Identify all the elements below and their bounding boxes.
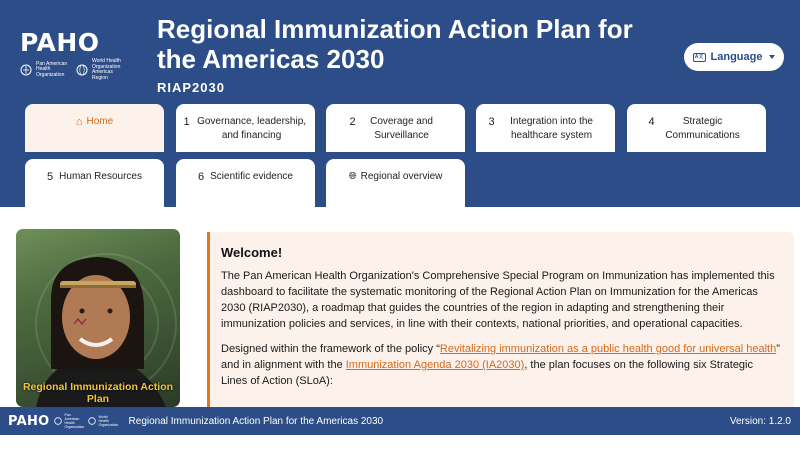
globe-icon: 🌐︎ [348,171,357,182]
tab-label: Scientific evidence [210,171,293,182]
footer-logo: PAHO [8,413,50,429]
tab-label: Regional overview [360,171,443,182]
logo-text: PAHO [20,28,100,57]
image-caption: Regional Immunization Action Plan [22,381,174,405]
tab-label: Human Resources [59,171,142,182]
welcome-intro: The Pan American Health Organization's Comprehensive Special Program on Immunization has implemented this dashboard to facilitate the systematic monitoring of the Regional Action Plan on Immunization for the Americas 2030 (RIAP2030), a roadmap that guides the countries of the region in adapting and strengthening their immunization policies and services, in line with their contexts, national priorities, and operational capacities. [221,270,775,330]
footer-org-name: Pan American Health Organization [64,413,85,429]
footer-title: Regional Immunization Action Plan for the Americas 2030 [128,415,384,427]
home-icon: ⌂ [75,116,83,128]
welcome-heading: Welcome! [221,245,283,260]
campaign-image [16,229,180,407]
tab-label: Integration into the healthcare system [510,116,593,141]
page-subtitle: RIAP2030 [157,80,225,95]
who-emblem-icon [76,64,88,76]
paho-emblem-icon [20,64,32,76]
language-label: Language [710,51,763,63]
tab-label: Home [86,116,114,127]
tab-integration[interactable] [476,104,615,152]
language-button[interactable] [684,43,784,71]
tab-regional-overview[interactable] [326,159,465,207]
tab-governance[interactable] [176,104,315,152]
logo-subtitle-paho: Pan American Health Organization [36,60,68,78]
chevron-down-icon [769,55,775,59]
tab-scientific-evidence[interactable] [176,159,315,207]
footer-who-name: World Health Organization [98,415,119,427]
version-label: Version: 1.2.0 [729,415,791,427]
page-title: Regional Immunization Action Plan for the Americas 2030 [157,14,633,74]
translate-icon: A文 [693,53,706,62]
tab-coverage[interactable] [326,104,465,152]
tab-number: 3 [488,116,495,128]
welcome-panel [207,232,794,412]
tab-number: 6 [198,171,205,183]
tab-label: Strategic Communications [665,116,740,141]
logo-subtitle-who: World Health Organization Americas Region [92,58,121,81]
tab-home[interactable] [25,104,164,152]
tab-label: Coverage and Surveillance [370,116,433,141]
header-bar [0,0,800,207]
welcome-framework: Designed within the framework of the policy “Revitalizing immunization as a public health good for universal health” and in alignment with the Immunization Agenda 2030 (IA2030), the plan focuses on the following six Strategic Lines of Action (SLoA): [221,343,780,387]
paho-emblem-icon [54,417,62,425]
tab-number: 4 [648,116,655,128]
tab-number: 2 [349,116,356,128]
tab-human-resources[interactable] [25,159,164,207]
who-emblem-icon [88,417,96,425]
paho-logo[interactable] [20,30,138,81]
tab-communications[interactable] [627,104,766,152]
bottom-strip [0,435,800,451]
policy-link[interactable]: Revitalizing immunization as a public health good for universal health [439,343,777,355]
tab-label: Governance, leadership, and financing [197,116,307,141]
ia2030-link[interactable]: Immunization Agenda 2030 (IA2030) [345,359,525,371]
tab-number: 5 [47,171,54,183]
footer-bar [0,407,800,435]
footer-emblems [54,413,119,429]
tab-number: 1 [183,116,190,128]
